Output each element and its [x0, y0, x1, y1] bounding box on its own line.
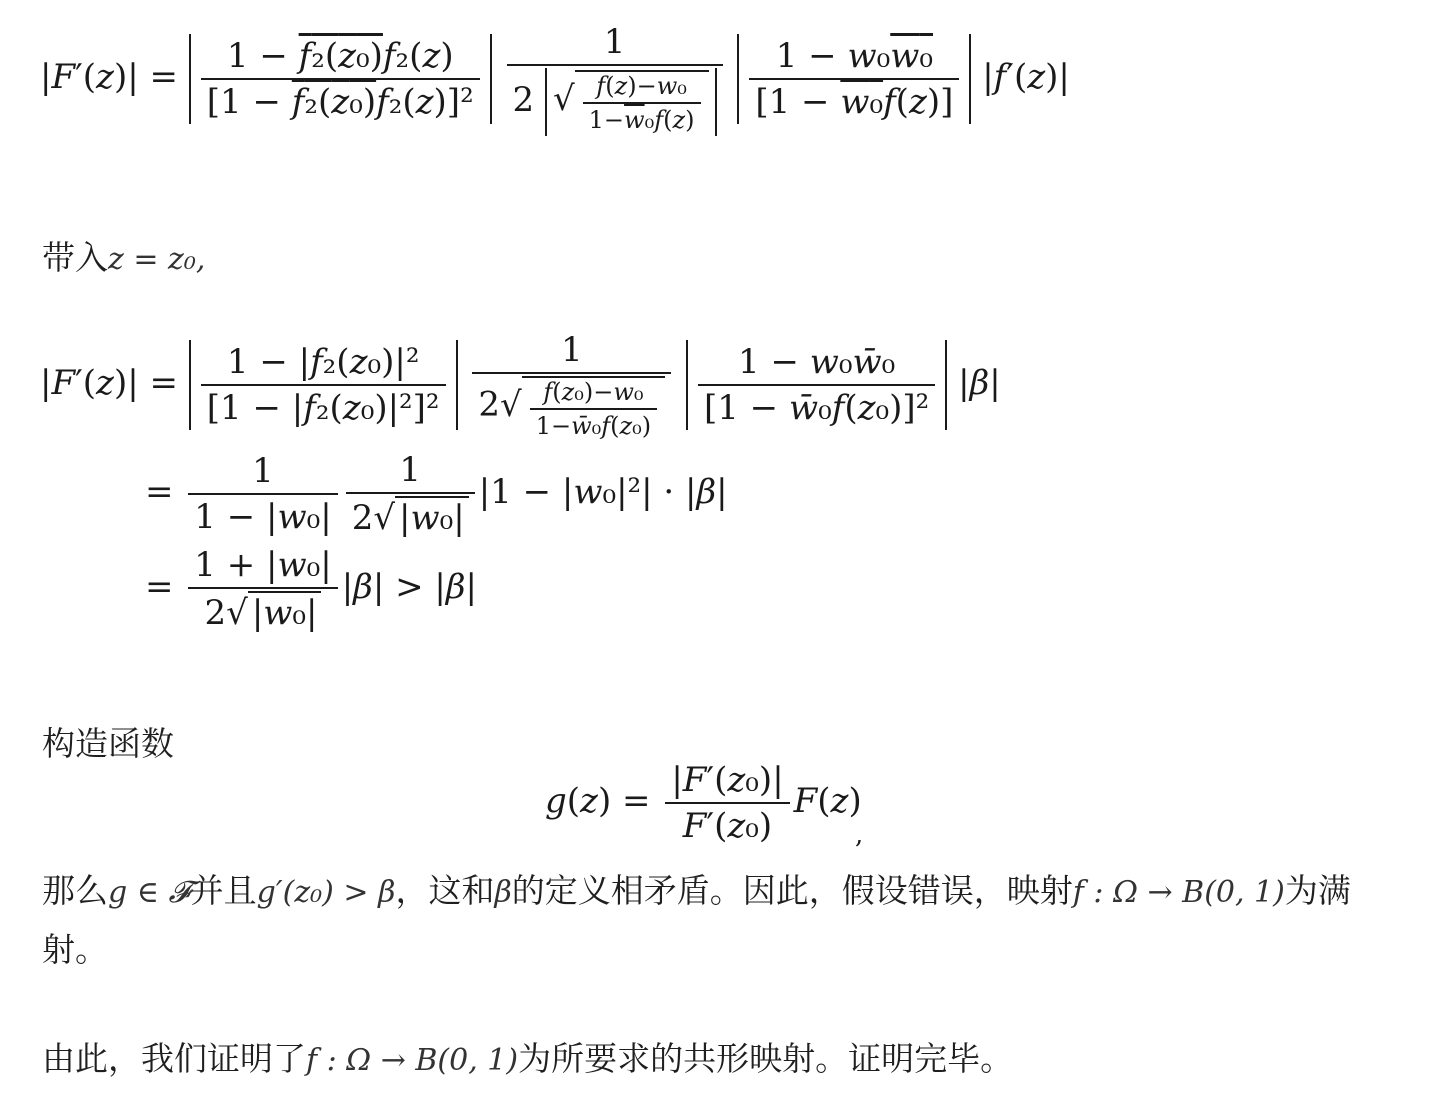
equation-derivative-general: |F′(z)| = $\frac{\text{1 − f₂(z₀)f₂(z)}}{\text{[1 − f₂(z₀)f₂(z)]²}}$ 1 2 √ $\frac{\text{f(z)−w₀}}{1-\overline{w}_0f(z)}$ $\frac{\text{1 − w₀w₀}}{\text{[1 − w₀f(z)]}}$ |f′(z)|: [40, 22, 1070, 136]
equation-g-comma: ,: [855, 820, 864, 850]
equation-g-definition: g(z) = $\frac{\text{|F′(z₀)|}}{\text{F′(z₀)}}$ F(z): [545, 760, 862, 846]
text-substitute: 带入z = z₀,: [42, 238, 206, 277]
equation-step-2: = $\frac{1}{\text{1 − |w₀|}}$ $\frac{1}{\text{2 √ |w₀|}}$ |1 − |w₀|²| · |β|: [145, 450, 728, 538]
text-final: 由此，我们证明了f : Ω → B(0, 1)为所要求的共形映射。证明完毕。: [42, 1039, 1014, 1078]
equation-step-3: = $\frac{\text{1 + |w₀|}}{\text{2 √ |w₀|}}$ |β| > |β|: [145, 545, 477, 633]
equation-derivative-at-z0: |F′(z)| = $\frac{\text{1 − |f₂(z₀)|²}}{\text{[1 − |f₂(z₀)|²]²}}$ 1 2 √ $\frac{\text{f(z₀)−w₀}}{\text{1−w̄₀f(z₀)}}$ $\frac{\text{1 − w₀w̄₀}}{\text{[1 − w̄₀f(z₀)]²}}$ |β|: [40, 330, 1001, 440]
text-conclusion: 那么g ∈ 𝓕并且g′(z₀) > β，这和β的定义相矛盾。因此，假设错误，映射f : Ω → B(0, 1)为满射。: [42, 871, 1351, 969]
text-construct-function: 构造函数: [42, 724, 174, 763]
